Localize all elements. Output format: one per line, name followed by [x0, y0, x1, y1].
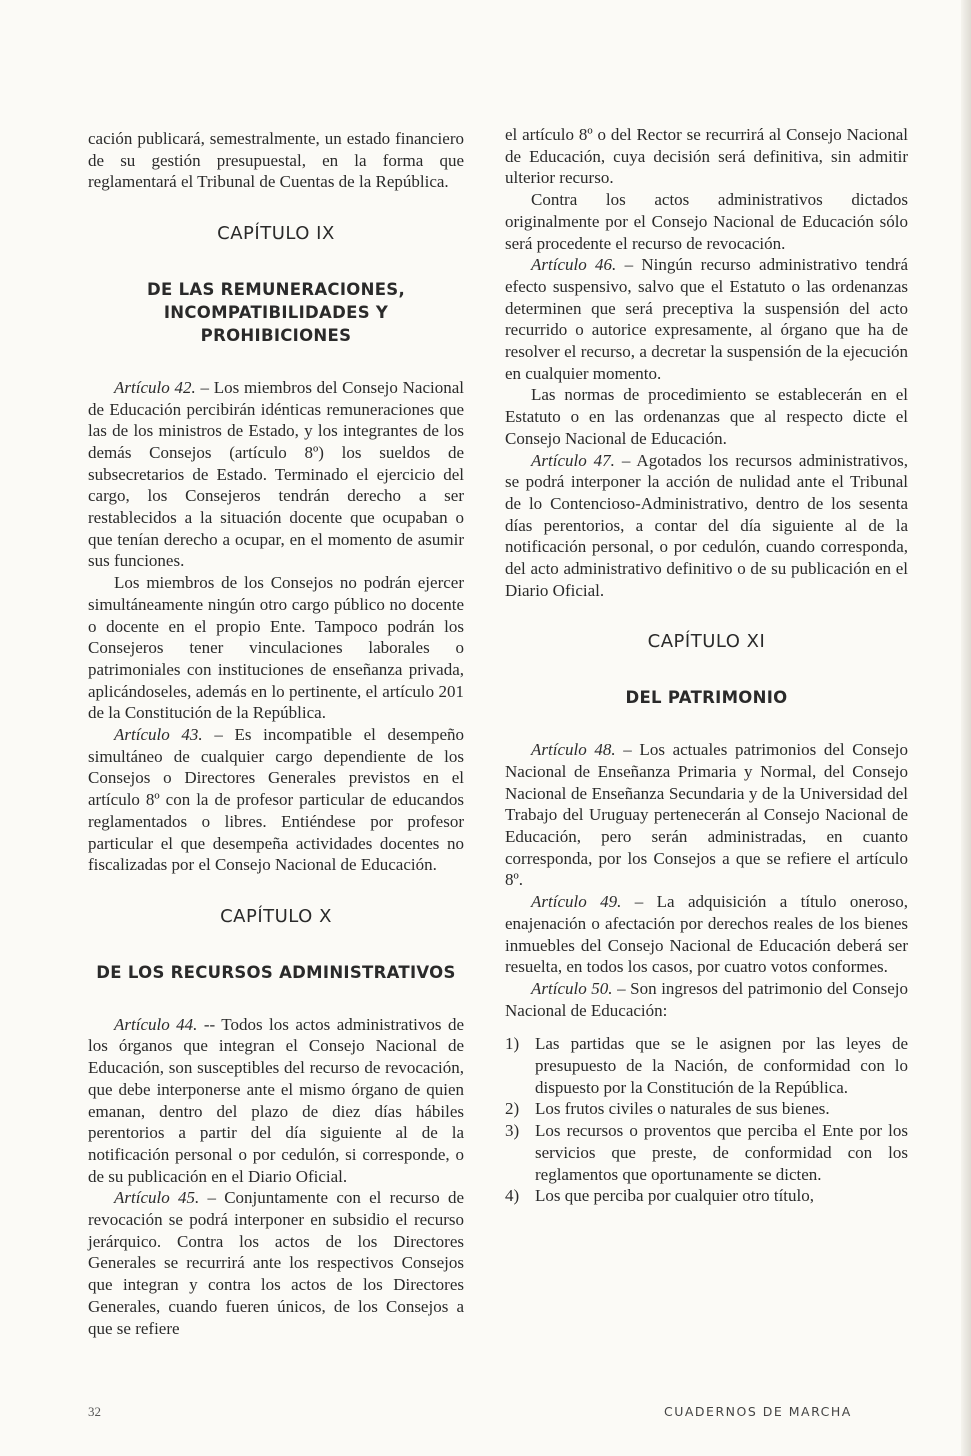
article-48-text: – Los actuales patrimonios del Consejo Nacional de Enseñanza Primaria y Normal, del Consejo Nacional de Enseñanza Secundaria y de la Universidad del Trabajo del Uruguay pertenecerán al Consejo Nacional de Educación, pero serán administradas, en cuanto corresponda, por los Consejos a que se refiere el artículo 8º.: [505, 740, 908, 890]
article-47: [505, 450, 908, 602]
list-item-number: 1): [505, 1034, 520, 1054]
chapter-ix-subtitle-line-1: DE LAS REMUNERACIONES,: [146, 279, 406, 299]
chapter-ix-title: CAPÍTULO IX: [217, 223, 335, 245]
left-column: [88, 128, 464, 1339]
chapter-x-subtitle: DE LOS RECURSOS ADMINISTRATIVOS: [96, 962, 456, 982]
list-item-number: 3): [505, 1121, 520, 1141]
article-45-text: – Conjuntamente con el recurso de revocación se podrá interponer en subsidio el recurso jerárquico. Contra los actos de los Directores Generales se recurrirá ante los respectivos Consejos que integran y contra los actos de los Directores Generales, cuando fueren únicos, de los Consejos a que se refiere: [88, 1188, 464, 1338]
page-edge-shadow: [961, 0, 971, 1456]
article-42-label: Artículo 42.: [114, 377, 196, 397]
continuation-paragraph-2: Contra los actos administrativos dictados originalmente por el Consejo Nacional de Educación sólo será procedente el recurso de revocación.: [505, 190, 908, 253]
list-item-text: Los que perciba por cualquier otro título,: [535, 1186, 814, 1206]
article-45: [88, 1187, 464, 1339]
chapter-xi-subtitle: DEL PATRIMONIO: [625, 688, 788, 708]
continuation-paragraph: el artículo 8º o del Rector se recurrirá al Consejo Nacional de Educación, cuya decisión será definitiva, sin admitir ulterior recurso.: [505, 125, 908, 188]
article-43-text: – Es incompatible el desempeño simultáneo de cualquier cargo dependiente de los Consejos o Directores Generales previstos en el artículo 8º con la de profesor particular de educandos reglamentados o libres. Entiéndese por profesor particular el que desempeña actividades docentes no fiscalizadas por el Consejo Nacional de Educación.: [88, 725, 464, 875]
right-column: [505, 124, 908, 1207]
page-number: 32: [88, 1404, 101, 1419]
article-48-label: Artículo 48.: [531, 740, 616, 760]
list-item-text: Los recursos o proventos que perciba el Ente por los servicios que preste, de conformidad con los reglamentos que oportunamente se dicten.: [535, 1121, 908, 1184]
article-43: [88, 724, 464, 876]
chapter-ix-subtitle: [88, 278, 464, 347]
chapter-x-title: CAPÍTULO X: [220, 905, 332, 927]
list-item: [505, 1185, 908, 1207]
article-50: [505, 978, 908, 1021]
article-42-text: – Los miembros del Consejo Nacional de Educación percibirán idénticas remuneraciones que las de los ministros de Estado, y los integrantes de los demás Consejos (artículo 8º) los sueldos de subsecretarios de Estado. Terminado el ejercicio del cargo, los Consejeros tendrán derecho a ser restablecidos a la situación docente que ocupaban o que tenían derecho a ocupar, en el momento de asumir sus funciones.: [88, 377, 465, 571]
publication-name: CUADERNOS DE MARCHA: [664, 1404, 852, 1419]
intro-paragraph: cación publicará, semestralmente, un estado financiero de su gestión presupuestal, en la forma que reglamentará el Tribunal de Cuentas de la República.: [88, 129, 464, 192]
article-48: [505, 739, 908, 891]
article-50-label: Artículo 50.: [531, 978, 613, 998]
list-item: [505, 1033, 908, 1098]
article-47-text: – Agotados los recursos administrativos, se podrá interponer la acción de nulidad ante el Tribunal de lo Contencioso-Administrativo, dentro de los sesenta días perentorios, a contar del día siguiente al de la notificación personal, o por cedulón, cuando corresponda, del acto administrativo definitivo o de su publicación en el Diario Oficial.: [505, 450, 909, 600]
article-44: [88, 1014, 464, 1188]
article-46-label: Artículo 46.: [531, 255, 617, 275]
income-list: [505, 1033, 908, 1207]
article-46-text: – Ningún recurso administrativo tendrá efecto suspensivo, salvo que el Estatuto o las ordenanzas determinen que será preceptiva la suspensión del acto recurrido o autorice expresamente, al órgano que ha de resolver el recurso, a decretar la suspensión de la ejecución en cualquier momento.: [505, 255, 909, 383]
article-47-label: Artículo 47.: [531, 450, 615, 470]
article-49-text: – La adquisición a título oneroso, enajenación o afectación por derechos reales de los bienes inmuebles del Consejo Nacional de Educación deberá ser resuelta, en todos los casos, por cuatro votos conformes.: [505, 892, 908, 977]
list-item-text: Los frutos civiles o naturales de sus bienes.: [535, 1099, 830, 1119]
article-49: [505, 891, 908, 978]
article-44-text: -- Todos los actos administrativos de los órganos que integran el Consejo Nacional de Educación, son susceptibles del recurso de revocación, que debe interponerse ante el mismo órgano de quien emanan, dentro del plazo de diez días hábiles perentorios a partir del día siguiente al de la notificación personal o por cedulón, si corresponde, o de su publicación en el Diario Oficial.: [88, 1014, 464, 1186]
chapter-ix-subtitle-line-2: INCOMPATIBILIDADES Y PROHIBICIONES: [163, 302, 389, 345]
list-item-number: 2): [505, 1099, 520, 1119]
list-item-number: 4): [505, 1186, 520, 1206]
article-46: [505, 254, 908, 384]
list-item: [505, 1120, 908, 1185]
list-item-text: Las partidas que se le asignen por las leyes de presupuesto de la Nación, de conformidad con lo dispuesto por la Constitución de la República.: [535, 1034, 908, 1097]
chapter-xi-title: CAPÍTULO XI: [647, 631, 766, 653]
article-42-paragraph-2: Los miembros de los Consejos no podrán ejercer simultáneamente ningún otro cargo público no docente o docente en el propio Ente. Tampoco podrán los Consejeros tener vinculaciones laborales o patrimoniales con instituciones de enseñanza privada, aplicándoseles, además en lo pertinente, el artículo 201 de la Constitución de la República.: [88, 573, 464, 723]
article-44-label: Artículo 44.: [114, 1014, 198, 1034]
article-49-label: Artículo 49.: [531, 892, 622, 912]
article-43-label: Artículo 43.: [114, 725, 203, 745]
article-46-paragraph-2: Las normas de procedimiento se establecerán en el Estatuto o en las ordenanzas que al respecto dicte el Consejo Nacional de Educación.: [505, 385, 908, 448]
list-item: [505, 1098, 908, 1120]
article-45-label: Artículo 45.: [114, 1188, 200, 1208]
article-50-text: – Son ingresos del patrimonio del Consejo Nacional de Educación:: [505, 978, 909, 1020]
article-42: [88, 377, 464, 572]
